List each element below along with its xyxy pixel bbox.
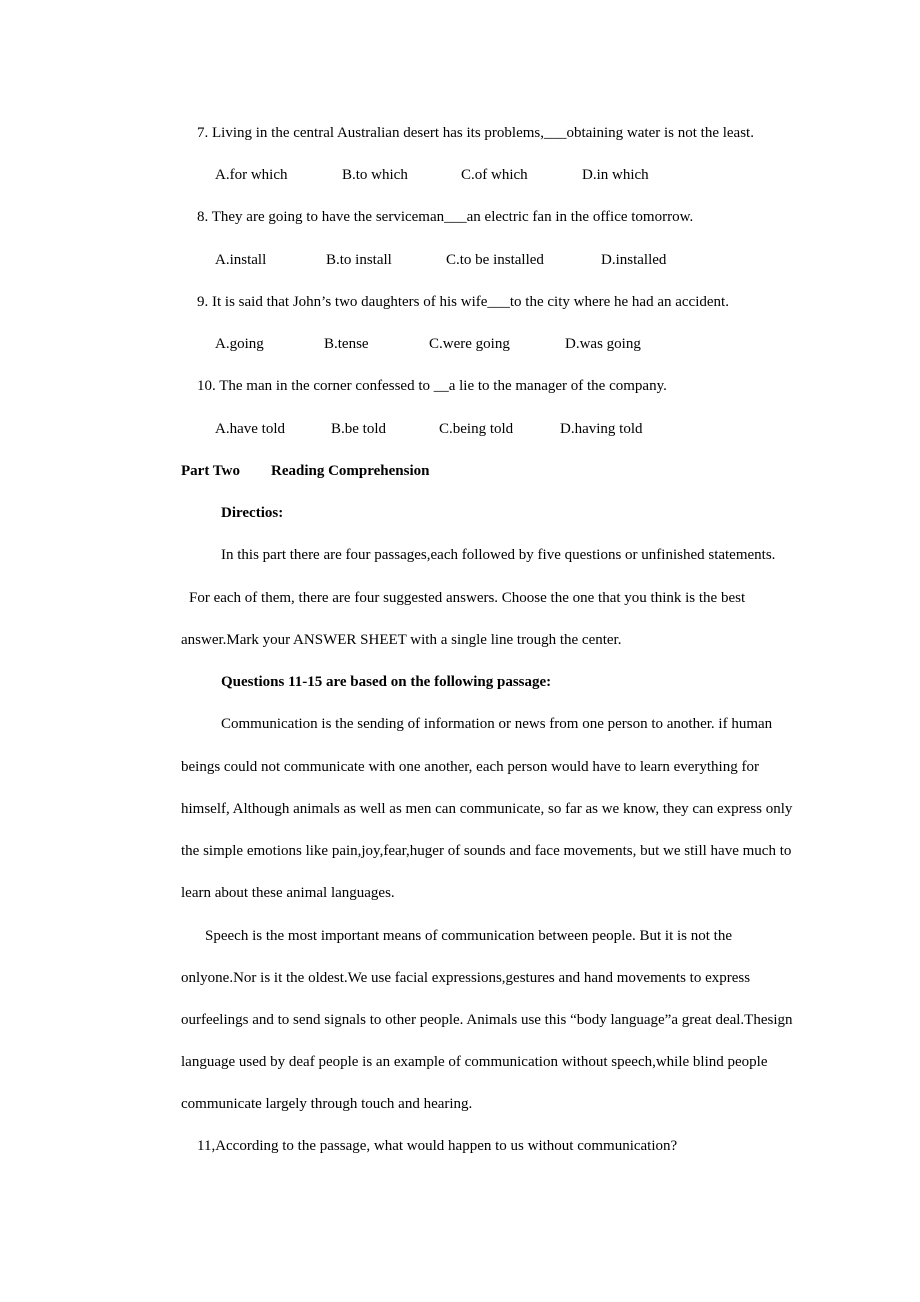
passage-p1-line-2: beings could not communicate with one another, each person would have to learn everything for bbox=[181, 759, 759, 775]
question-9-option-d: D.was going bbox=[565, 336, 641, 352]
question-10-option-c: C.being told bbox=[439, 421, 514, 437]
question-7-stem: 7. Living in the central Australian desert has its problems,___obtaining water is not the least. bbox=[197, 125, 754, 141]
question-10-option-d: D.having told bbox=[560, 421, 643, 437]
passage-p1-line-1: Communication is the sending of information or news from one person to another. if human bbox=[221, 716, 773, 732]
part-two-label: Part Two bbox=[181, 463, 241, 479]
directions-line-3: answer.Mark your ANSWER SHEET with a single line trough the center. bbox=[181, 632, 622, 648]
passage-p2-line-1: Speech is the most important means of communication between people. But it is not the bbox=[205, 928, 732, 944]
directions-heading: Directios: bbox=[221, 505, 284, 521]
question-10-option-a: A.have told bbox=[215, 421, 285, 437]
passage-p2-line-2: onlyone.Nor is it the oldest.We use facial expressions,gestures and hand movements to express bbox=[181, 970, 751, 986]
passage-p1-line-4: the simple emotions like pain,joy,fear,huger of sounds and face movements, but we still have much to bbox=[181, 843, 792, 859]
passage-p1-line-3: himself, Although animals as well as men can communicate, so far as we know, they can express only bbox=[181, 801, 793, 817]
passage-p2-line-4: language used by deaf people is an example of communication without speech,while blind people bbox=[181, 1054, 768, 1070]
question-9-stem: 9. It is said that John’s two daughters of his wife___to the city where he had an accident. bbox=[197, 294, 729, 310]
question-10-option-b: B.be told bbox=[331, 421, 386, 437]
question-8-option-c: C.to be installed bbox=[446, 252, 544, 268]
question-7-option-d: D.in which bbox=[582, 167, 649, 183]
part-two-title: Reading Comprehension bbox=[271, 463, 430, 479]
question-8-option-b: B.to install bbox=[326, 252, 392, 268]
question-7-option-a: A.for which bbox=[215, 167, 288, 183]
question-9-option-a: A.going bbox=[215, 336, 264, 352]
directions-line-2: For each of them, there are four suggested answers. Choose the one that you think is the best bbox=[189, 590, 746, 606]
passage-heading: Questions 11-15 are based on the following passage: bbox=[221, 674, 552, 690]
question-9-option-b: B.tense bbox=[324, 336, 369, 352]
question-7-option-b: B.to which bbox=[342, 167, 408, 183]
question-8-stem: 8. They are going to have the serviceman___an electric fan in the office tomorrow. bbox=[197, 209, 694, 225]
question-10-stem: 10. The man in the corner confessed to __a lie to the manager of the company. bbox=[197, 378, 667, 394]
question-8-option-d: D.installed bbox=[601, 252, 667, 268]
question-9-option-c: C.were going bbox=[429, 336, 510, 352]
question-7-option-c: C.of which bbox=[461, 167, 528, 183]
passage-p1-line-5: learn about these animal languages. bbox=[181, 885, 395, 901]
question-8-option-a: A.install bbox=[215, 252, 267, 268]
question-11-stem: 11,According to the passage, what would happen to us without communication? bbox=[197, 1138, 678, 1154]
directions-line-1: In this part there are four passages,each followed by five questions or unfinished statements. bbox=[221, 547, 776, 563]
passage-p2-line-3: ourfeelings and to send signals to other people. Animals use this “body language”a great deal.Thesign bbox=[181, 1012, 793, 1028]
passage-p2-line-5: communicate largely through touch and hearing. bbox=[181, 1096, 473, 1112]
